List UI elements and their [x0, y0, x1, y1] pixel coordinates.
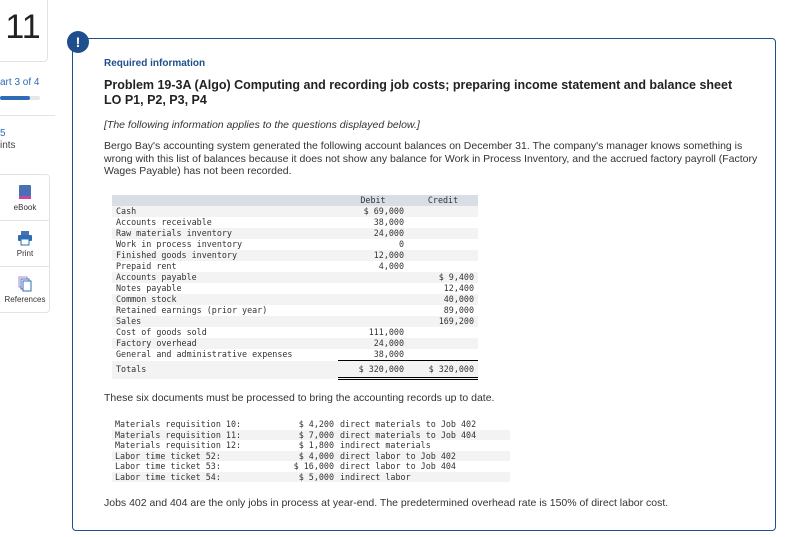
table-cell: $ 69,000	[363, 206, 404, 216]
document-cell: Materials requisition 11:	[115, 429, 242, 440]
documents-intro: These six documents must be processed to bring the accounting records up to date.	[104, 392, 495, 404]
table-cell	[338, 283, 408, 294]
document-cell: Labor time ticket 54:	[115, 471, 221, 482]
references-button[interactable]	[0, 267, 49, 313]
problem-title: Problem 19-3A (Algo) Computing and recording job costs; preparing income statement and balance sheet LO P1, P2, P3, P4	[104, 78, 733, 107]
table-cell: 0	[398, 239, 404, 249]
points-value: 5	[0, 128, 6, 139]
totals-cell: Totals	[116, 364, 147, 374]
table-cell: 4,000	[378, 261, 404, 271]
table-row	[112, 228, 478, 239]
document-cell: indirect labor	[340, 471, 411, 482]
question-number: 11	[0, 0, 48, 62]
documents-table	[112, 419, 510, 482]
table-cell: 12,000	[373, 250, 404, 260]
printer-icon	[18, 230, 32, 246]
document-row	[112, 419, 510, 430]
table-cell	[338, 316, 408, 327]
part-indicator: art 3 of 4	[0, 77, 40, 88]
points	[0, 128, 16, 152]
table-cell: 89,000	[443, 305, 474, 315]
table-cell: Finished goods inventory	[116, 250, 238, 260]
ebook-button[interactable]	[0, 175, 49, 221]
document-cell: $ 7,000	[298, 429, 334, 440]
totals-row	[112, 361, 478, 379]
table-cell: Cost of goods sold	[116, 327, 207, 337]
document-cell: Materials requisition 12:	[115, 440, 242, 450]
table-row	[112, 206, 478, 217]
table-cell: Sales	[116, 316, 142, 326]
table-cell	[408, 206, 478, 217]
table-cell	[338, 294, 408, 305]
document-cell: direct materials to Job 404	[340, 429, 477, 440]
document-row	[112, 440, 510, 451]
table-cell	[408, 228, 478, 239]
table-cell: 111,000	[368, 327, 404, 337]
print-label: Print	[16, 249, 34, 258]
document-row	[112, 461, 510, 472]
totals-cell: $ 320,000	[338, 361, 408, 379]
table-cell: Common stock	[116, 294, 177, 304]
table-cell: Notes payable	[116, 283, 182, 293]
tools-panel	[0, 174, 50, 313]
table-cell	[408, 239, 478, 250]
document-cell: $ 1,800	[298, 440, 334, 450]
document-cell: direct materials to Job 402	[340, 419, 477, 429]
document-cell: $ 4,000	[298, 450, 334, 461]
table-row	[112, 316, 478, 327]
document-cell: Materials requisition 10:	[115, 419, 242, 429]
info-note: [The following information applies to the questions displayed below.]	[104, 119, 420, 131]
table-row	[112, 239, 478, 250]
divider	[0, 115, 55, 116]
table-cell: Work in process inventory	[116, 239, 243, 249]
column-header: Debit	[360, 195, 386, 205]
book-icon	[18, 184, 32, 200]
table-cell: Factory overhead	[116, 338, 197, 348]
table-cell	[408, 250, 478, 261]
account-balances-table	[112, 195, 478, 380]
document-cell: $ 4,200	[298, 419, 334, 429]
document-row	[112, 472, 510, 483]
table-row	[112, 217, 478, 228]
table-cell: 169,200	[438, 316, 474, 326]
document-cell: $ 16,000	[293, 461, 334, 471]
table-row	[112, 261, 478, 272]
table-cell: 24,000	[373, 228, 404, 238]
table-row	[112, 327, 478, 338]
table-cell	[408, 261, 478, 272]
table-row	[112, 338, 478, 349]
closing-text: Jobs 402 and 404 are the only jobs in process at year-end. The predetermined overhead rate is 150% of direct labor cost.	[104, 497, 669, 509]
ebook-label: eBook	[13, 203, 37, 212]
table-cell	[338, 272, 408, 283]
points-label: ints	[0, 140, 16, 151]
table-header	[112, 195, 478, 206]
table-cell: Cash	[116, 206, 137, 216]
table-cell	[408, 217, 478, 228]
document-row	[112, 451, 510, 462]
table-cell: 40,000	[443, 294, 474, 304]
document-row	[112, 430, 510, 441]
table-cell	[338, 305, 408, 316]
intro-paragraph: Bergo Bay's accounting system generated the following account balances on December 31. The company's manager knows something is wrong with this list of balances because it does not show any balance for Work in Process Inventory, and the accrued factory payroll (Factory Wages Payable) has not been recorded.	[104, 140, 758, 177]
column-header: Credit	[427, 195, 459, 205]
table-cell: 38,000	[373, 349, 404, 359]
table-cell	[408, 338, 478, 349]
references-icon	[18, 276, 32, 292]
document-cell: Labor time ticket 52:	[115, 450, 221, 461]
document-cell: direct labor to Job 404	[340, 461, 456, 471]
column-header	[112, 195, 338, 206]
table-cell: Retained earnings (prior year)	[116, 305, 268, 315]
print-button[interactable]	[0, 221, 49, 267]
table-row	[112, 305, 478, 316]
table-cell	[408, 327, 478, 338]
table-cell: General and administrative expenses	[116, 349, 293, 360]
totals-cell: $ 320,000	[408, 361, 478, 379]
table-cell: $ 9,400	[438, 272, 474, 282]
table-row	[112, 349, 478, 361]
table-cell: Accounts payable	[116, 272, 197, 282]
table-cell	[408, 349, 478, 361]
table-cell: 38,000	[373, 217, 404, 227]
part-progress-bar	[0, 96, 40, 100]
table-cell: 24,000	[373, 338, 404, 348]
table-row	[112, 294, 478, 305]
table-row	[112, 272, 478, 283]
table-cell: Raw materials inventory	[116, 228, 232, 238]
document-cell: indirect materials	[340, 440, 431, 450]
document-cell: $ 5,000	[298, 471, 334, 482]
document-cell: Labor time ticket 53:	[115, 461, 221, 471]
table-cell: Accounts receivable	[116, 217, 212, 227]
document-cell: direct labor to Job 402	[340, 450, 456, 461]
table-cell: Prepaid rent	[116, 261, 177, 271]
alert-icon: !	[67, 31, 89, 53]
progress-fill	[0, 96, 30, 100]
table-row	[112, 250, 478, 261]
required-information-heading: Required information	[104, 58, 206, 69]
table-cell: 12,400	[443, 283, 474, 293]
table-row	[112, 283, 478, 294]
references-label: References	[4, 295, 46, 304]
